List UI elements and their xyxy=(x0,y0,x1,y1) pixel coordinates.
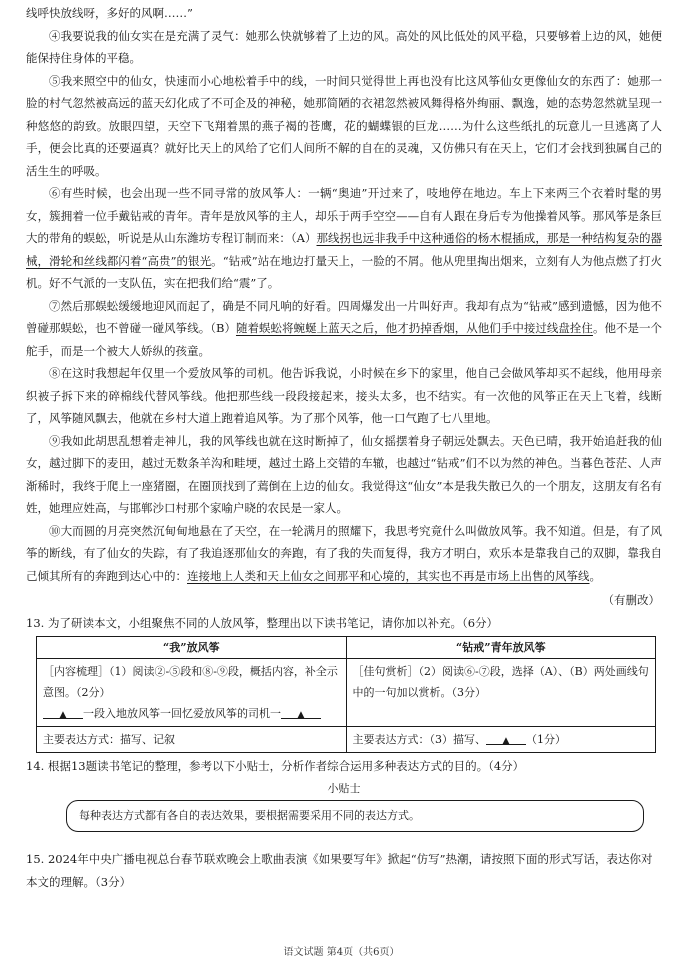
question-14-stem: 14. 根据13题读书笔记的整理，参考以下小贴士，分析作者综合运用多种表达方式的目的。（4分） xyxy=(26,759,525,773)
tips-text: 每种表达方式都有各自的表达效果，要根据需要采用不同的表达方式。 xyxy=(79,809,420,822)
notes-appreciation-task: ［佳句赏析］（2）阅读⑥-⑦段，选择（A）、（B）两处画线句中的一句加以赏析。（3分） xyxy=(352,665,649,699)
paragraph-10-end: 。 xyxy=(589,568,601,583)
marker-b: （B） xyxy=(210,321,236,335)
paragraph-7 xyxy=(26,295,662,363)
method-prefix: 主要表达方式：（3）描写、 xyxy=(352,733,486,746)
paragraph-continuation: 线呼快放线呀，多好的风啊……” xyxy=(26,6,193,20)
answer-blank-2[interactable] xyxy=(281,703,321,719)
page-footer: 语文试题 第4页（共6页） xyxy=(283,947,400,958)
notes-content-summary-task: ［内容梳理］（1）阅读②-⑤段和⑧-⑨段，概括内容，补全示意图。（2分） xyxy=(43,665,338,699)
paragraph-8: ⑧在这时我想起年仅里一个爱放风筝的司机。他告诉我说，小时候在乡下的家里，他自己会做风筝却买不起线，他用母亲织被子拆下来的碎棉线代替风筝线。他把那些线一段段接起来，接头太多，也不结实。有一次他的风筝正在天上飞着，线断了，风筝随风飘去，他就在乡村大道上跑着追风筝。为了那个风筝，他一口气跑了七八里地。 xyxy=(26,366,662,425)
notes-header-ring-youth: “钻戒”青年放风筝 xyxy=(346,637,656,659)
paragraph-6 xyxy=(26,182,662,295)
paragraph-6-rest: 。“钻戒”站在地边打量天上，一脸的不屑。他从兜里掏出烟来，立刻有人为他点燃了打火机。好不气派的一支队伍，实在把我们给“震”了。 xyxy=(26,253,662,290)
blank-marker-icon: ▲ xyxy=(297,710,305,720)
underlined-sentence-a: 那线拐也远非我手中这种通俗的杨木棍插成，那是一种结构复杂的器械，滑轮和丝线都闪着“高贵”的银光 xyxy=(26,231,662,268)
paragraph-5: ⑤我来照空中的仙女，快速而小心地松着手中的线，一时间只觉得世上再也没有比这风筝仙女更像仙女的东西了：她那一脸的村气忽然被高远的蓝天幻化成了不可企及的神秘，她那简陋的衣裙忽然被风舞得格外绚丽、飘逸，她的态势忽然就呈现一种悠悠的韵致。放眼四望，天空下飞翔着黑的燕子褐的苍鹰，花的蝴蝶银的巨龙……为什么这些纸扎的玩意儿一旦逃离了人手，便会比真的还要逼真？就好比天上的风给了它们人间所不解的自在的灵魂，又仿佛只有在天上，它们才会找到独属自己的活生生的呼吸。 xyxy=(26,73,662,178)
exam-page xyxy=(26,2,662,893)
notes-appreciation-cell xyxy=(346,659,656,727)
method-suffix: （1分） xyxy=(526,733,566,746)
answer-blank-1[interactable] xyxy=(43,703,83,719)
paragraph-9: ⑨我如此胡思乱想着走神儿，我的风筝线也就在这时断掉了，仙女摇摆着身子朝远处飘去。天色已晴，我开始追赶我的仙女，越过脚下的麦田，越过无数条羊沟和畦埂，越过土路上交错的车辙，也越过“钻戒”们不以为然的神色。当暮色苍茫、人声渐稀时，我终于爬上一座猪圈，在圈顶找到了蔫倒在上边的仙女。我觉得这“仙女”本是我失散已久的一个朋友，这朋友有名有姓，她理应姓高，与邯郸沙口村那个家喻户晓的农民是一家人。 xyxy=(26,433,662,515)
question-15-stem: 15. 2024年中央广播电视总台春节联欢晚会上歌曲表演《如果要写年》掀起“仿写”热潮，请按照下面的形式写话，表达你对本文的理解。（3分） xyxy=(26,852,653,889)
answer-blank-3[interactable] xyxy=(486,729,526,745)
notes-content-summary-cell xyxy=(37,659,347,727)
notes-flow-diagram xyxy=(43,703,340,724)
paragraph-10-text: ⑩大而圆的月亮突然沉甸甸地悬在了天空，在一轮满月的照耀下，我思考究竟什么叫做放风筝。我不知道。但是，有了风筝的断线，有了仙女的失踪，有了我追逐那仙女的奔跑，有了我的失而复得，我方才明白，欢乐本是靠我自己的双脚，靠我自己倾其所有的奔跑到达心中的： xyxy=(26,523,662,583)
paragraph-10 xyxy=(26,520,662,588)
blank-marker-icon: ▲ xyxy=(502,736,510,746)
notes-method-me: 主要表达方式：描写、记叙 xyxy=(37,727,347,753)
question-13-stem: 13. 为了研读本文，小组聚焦不同的人放风筝，整理出以下读书笔记，请你加以补充。（6分） xyxy=(26,615,499,630)
source-note: （有删改） xyxy=(602,593,660,607)
marker-a: （A） xyxy=(290,231,317,245)
underlined-sentence-final: 连接地上人类和天上仙女之间那平和心境的，其实也不再是市场上出售的风筝线 xyxy=(187,568,590,583)
tips-box xyxy=(66,800,644,832)
blank-marker-icon: ▲ xyxy=(59,710,67,720)
answer-space[interactable] xyxy=(26,832,662,848)
paragraph-4: ④我要说我的仙女实在是充满了灵气：她那么快就够着了上边的风。高处的风比低处的风平稳，只要够着上边的风，她便能保持住身体的平稳。 xyxy=(26,28,662,65)
underlined-sentence-b: 随着蜈蚣将蜿蜒上蓝天之后，他才扔掉香烟，从他们手中接过线盘拴住 xyxy=(235,321,593,335)
reading-notes-table xyxy=(36,636,656,753)
paragraph-7-rest: 。他不是一个舵手，而是一个被大人娇纵的孩童。 xyxy=(26,321,663,358)
tips-title: 小贴士 xyxy=(327,781,361,795)
paragraph-6-text: ⑥有些时候，也会出现一些不同寻常的放风筝人：一辆“奥迪”开过来了，吱地停在地边。车上下来两三个衣着时髦的男女，簇拥着一位手戴钻戒的青年。青年是放风筝的主人，却乐于两手空空——自有人跟在身后专为他操着风筝。那风筝是条巨大的带角的蜈蚣，听说是从山东潍坊专程订制而来： xyxy=(26,186,662,245)
notes-header-me: “我”放风筝 xyxy=(37,637,347,659)
flow-text: 一段入地放风筝一回忆爱放风筝的司机一 xyxy=(83,707,281,720)
notes-method-ring-youth xyxy=(346,727,656,753)
paragraph-7-text: ⑦然后那蜈蚣缓缓地迎风而起了，确是不同凡响的好看。四周爆发出一片叫好声。我却有点为“钻戒”感到遗憾，因为他不曾碰那蜈蚣，也不曾碰一碰风筝线。 xyxy=(26,298,662,335)
